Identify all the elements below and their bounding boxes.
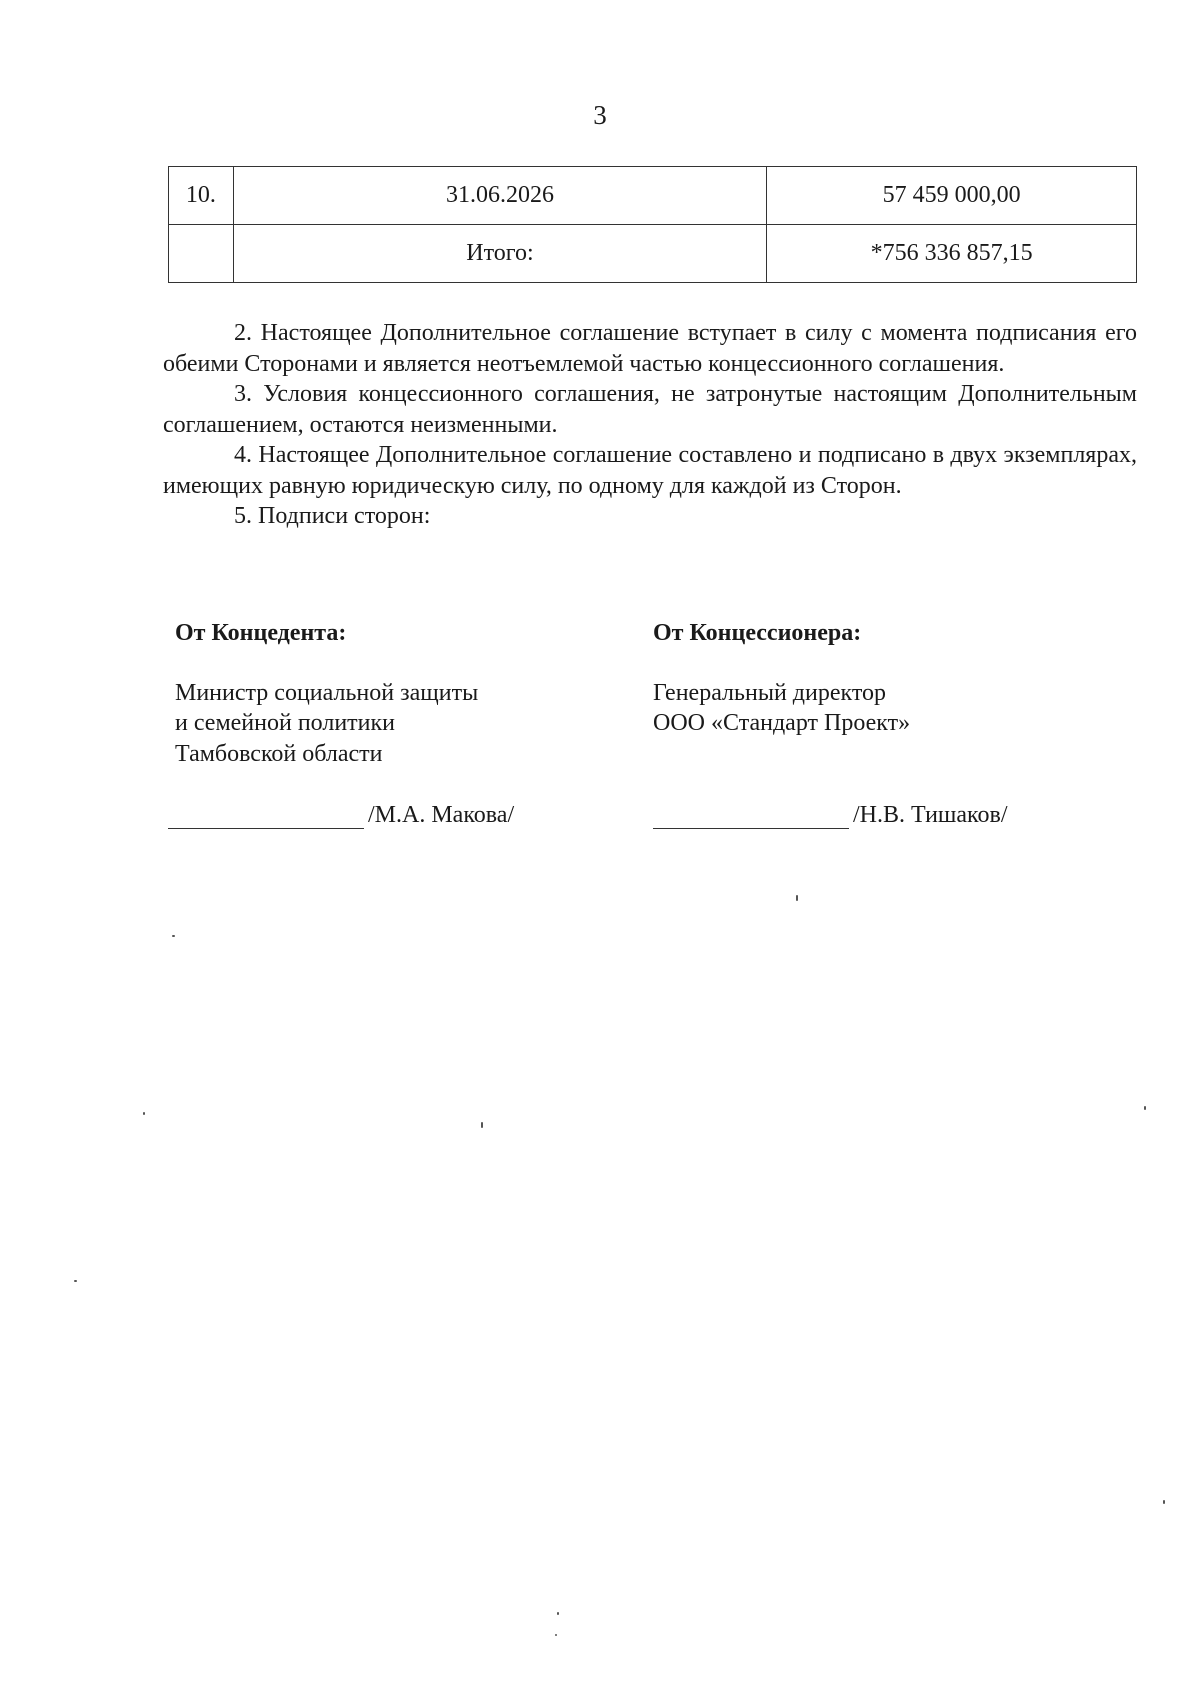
scan-speck [1144,1106,1146,1110]
concessionaire-signature-line [653,802,1008,829]
clause-5: 5. Подписи сторон: [234,503,431,529]
scan-speck [143,1112,145,1115]
scan-speck [481,1122,483,1128]
scan-speck [1163,1500,1165,1504]
row-number-cell [169,225,234,283]
grantor-heading: От Концедента: [175,620,347,646]
grantor-name: /М.А. Макова/ [368,802,515,828]
concessionaire-title-line: ООО «Стандарт Проект» [653,710,911,736]
clause-3: 3. Условия концессионного соглашения, не затронутые настоящим Дополнительным соглашением, остаются неизменными. [163,381,1137,438]
total-label-cell: Итого: [233,225,766,283]
concessionaire-signature-block [653,618,1093,739]
scan-speck [172,935,175,937]
concessionaire-heading: От Концессионера: [653,620,862,646]
grantor-title-line: и семейной политики [175,710,395,736]
clause-4: 4. Настоящее Дополнительное соглашение составлено и подписано в двух экземплярах, имеющих равную юридическую силу, по одному для каждой из Сторон. [163,442,1137,499]
table-row [169,167,1137,225]
concessionaire-title [653,678,1093,739]
grantor-title [175,678,615,770]
row-amount-cell: 57 459 000,00 [767,167,1137,225]
grantor-signature-line [168,802,514,829]
signature-blank [653,804,849,829]
concessionaire-title-line: Генеральный директор [653,679,887,706]
scan-speck [796,895,798,901]
grantor-signature-block [175,618,615,769]
concessionaire-name: /Н.В. Тишаков/ [853,802,1008,828]
grantor-title-line: Министр социальной защиты [175,679,479,706]
agreement-body [163,318,1137,532]
grantor-title-line: Тамбовской области [175,740,383,767]
scan-speck [555,1634,557,1636]
row-date-cell: 31.06.2026 [233,167,766,225]
total-amount-cell: *756 336 857,15 [767,225,1137,283]
signature-blank [168,804,364,829]
scan-speck [74,1280,77,1282]
row-number-cell: 10. [169,167,234,225]
payment-schedule-table [168,166,1137,283]
scan-speck [557,1612,559,1615]
page-number: 3 [593,100,607,130]
clause-2: 2. Настоящее Дополнительное соглашение вступает в силу с момента подписания его обеими Сторонами и является неотъемлемой частью концессионного соглашения. [163,320,1137,377]
table-total-row [169,225,1137,283]
